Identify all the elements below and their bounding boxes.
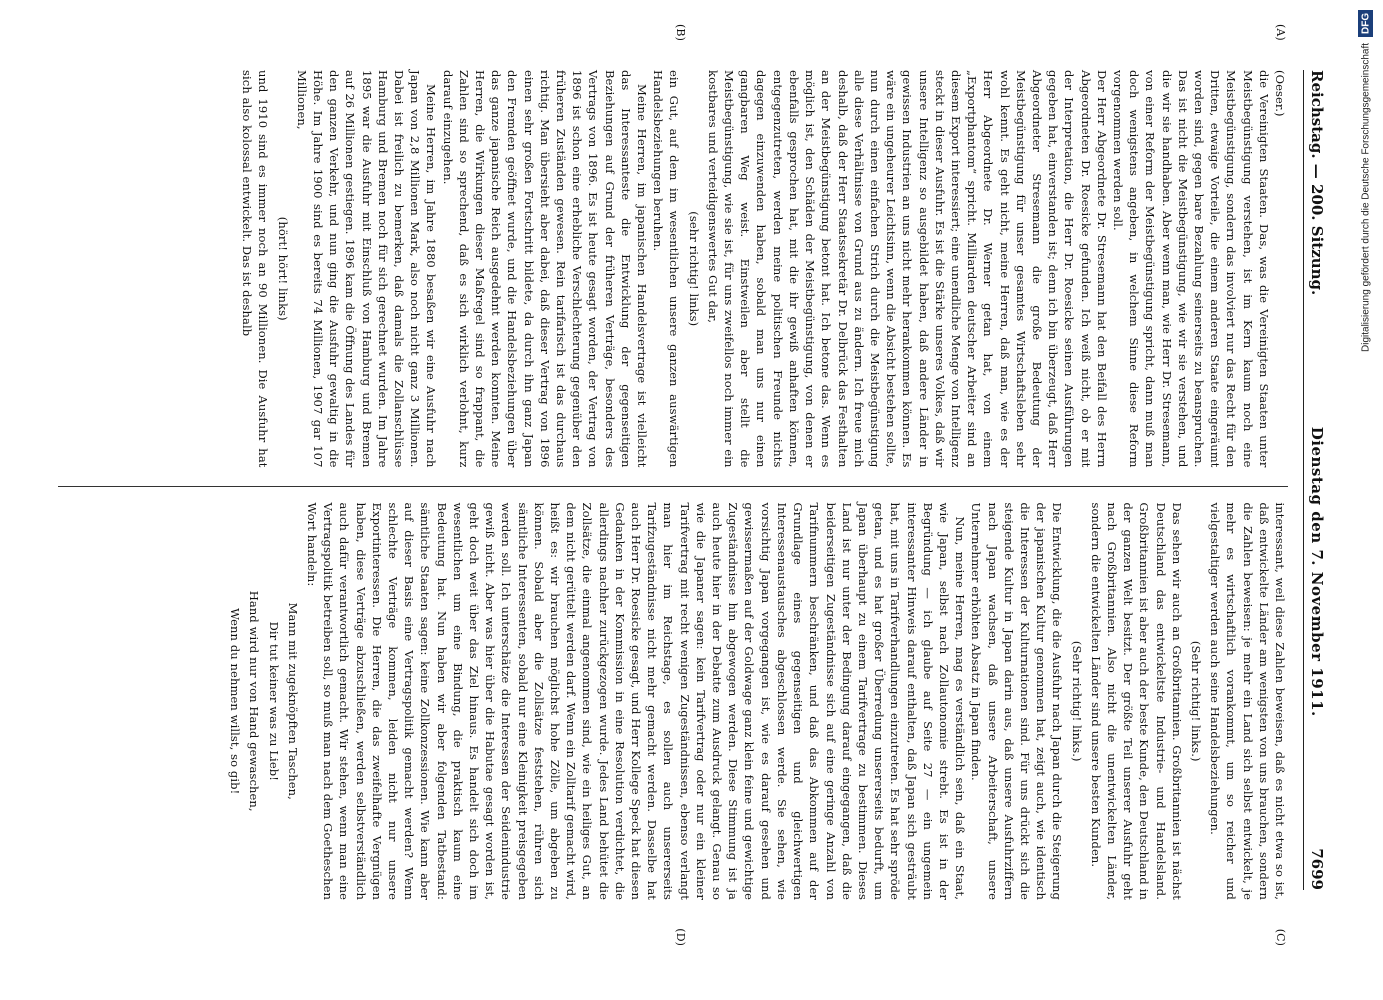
right-paragraph: Hand wird nur von Hand gewaschen, xyxy=(247,590,262,812)
header-left: Reichstag. — 200. Sitzung. xyxy=(1308,70,1326,296)
right-paragraph: (Sehr richtig! links.) xyxy=(1069,640,1084,762)
digitization-credit xyxy=(1355,10,1377,995)
left-paragraph: (sehr richtig! links) xyxy=(686,211,701,327)
right-paragraph: Die Entwicklung, die die Ausfuhr nach Japan durch die Steigerung der japanischen Kultur genommen hat, zeigt auch, wie identisch die Interessen der Kulturnationen sind. Für uns drückt sich die steigende Kultur in Japan darin aus, daß unsere Ausfuhrziffern nach Japan wachsen, daß unsere Arbeiterschaft, unsere Unternehmer erhöhten Absatz in Japan finden. xyxy=(969,502,1065,900)
left-paragraph: Meine Herren, im Jahre 1880 besaßen wir eine Ausfuhr nach Japan von 2,8 Millionen Mark, also noch nicht ganz 3 Millionen. Dabei ist freilich zu bemerken, daß damals die Zollanschlüsse Hamburg und Bremen noch für sich gerechnet wurden. Im Jahre 1895 war die Ausfuhr mit Einschluß von Hamburg und Bremen auf 26 Millionen gestiegen. 1896 kam die Öffnung des Landes für den ganzen Verkehr, und nun ging die Ausfuhr gewaltig in die Höhe. Im Jahre 1900 sind es bereits 74 Millionen, 1907 gar 107 Millionen, xyxy=(294,70,439,468)
left-paragraph: (hört! hört! links) xyxy=(275,216,290,321)
left-paragraph: (Oeser.) xyxy=(1273,70,1287,117)
left-paragraph: die Vereinigten Staaten. Das, was die Vereinigten Staaten unter Meistbegünstigung verstehen, ist im Kern kaum noch eine Meistbegünstigung, sondern das involviert nur das Recht für den Dritten, etwaige Vorteile, die einem anderen Staate eingeräumt worden sind, gegen bare Bezahlung seinerseits zu beanspruchen. Das ist nicht die Meistbegünstigung, wie wir sie verstehen, und die wir sie handhaben. Aber wenn man, wie Herr Dr. Stresemann, von einer Reform der Meistbegünstigung spricht, dann muß man doch wenigstens angeben, in welchem Sinne diese Reform vorgenommen werden soll. xyxy=(1110,70,1271,468)
right-paragraph: Wenn du nehmen willst, so gib! xyxy=(228,608,243,795)
credit-text: Digitalisierung gefördert durch die Deutsche Forschungsgemeinschaft xyxy=(1360,43,1372,353)
right-paragraph: Nun, meine Herren, mag es verständlich sein, daß ein Staat, wie Japan, selbst nach Zollautonomie strebt. Es ist in der Begründung — ich glaube auf Seite 27 — ein ungemein interessanter Hinweis darauf enthalten, daß Japan sich gesträubt hat, mit uns in Tarifverhandlungen einzutreten. Es hat sehr spröde getan, und es hat großer Überredung unsererseits bedurft, um Japan überhaupt zu einem Tarifvertrage zu bestimmen. Dieses Land ist nur unter der Bedingung darauf eingegangen, daß die beiderseitigen Zugeständnisse sich auf eine geringe Anzahl von Tarifnummern beschränken, und daß das Abkommen auf der Grundlage eines gegenseitigen und gleichwertigen Interessenaustausches abgeschlossen werde. Sie sehen, wie vorsichtig Japan vorgegangen ist, wie es darauf gesehen und gewissermaßen auf der Goldwage ganz klein feine und gewichtige Zugeständnisse hin abgewogen werden. Diese Stimmung ist ja auch heute hier in der Debatte zum Ausdruck gelangt. Genau so wie die Japaner sagen: kein Tarifvertrag oder nur ein kleiner Tarifvertrag mit recht wenigen Zugeständnissen, ebenso verlangt man hier im Reichstage, es sollen auch unsererseits Tarifzugeständnisse nicht mehr gemacht werden. Dasselbe hat auch Herr Dr. Roesicke gesagt, und Herr Kollege Speck hat diesen Gedanken in der Kommission in eine Resolution verdichtet, die allerdings nachher zurückgezogen wurde. Jedes Land behütet die Zollsätze, die einmal angenommen sind, wie ein heiliges Gut, an dem nicht gerüttelt werden darf. Wenn ein Zolltarif gemacht wird, heißt es: wir brauchen möglichst hohe Zölle, um abgeben zu können. Sobald aber die Zollsätze feststehen, rühren sich sämtliche Interessenten, sobald nur eine Kleinigkeit preisgegeben werden soll. Ich unterschätze die Interessen der Seidenindustrie gewiß nicht. Aber was hier über die Habutae gesagt worden ist, geht doch weit über das Ziel hinaus. Es handelt sich doch im wesentlichen um eine Bindung, die praktisch kaum eine Bedeutung hat. Nun haben wir aber folgenden Tatbestand: sämtliche Staaten sagen: keine Zollkonzessionen. Wie kann aber auf dieser Basis eine Vertragspolitik gemacht werden? Wenn schlechte Verträge kommen, leiden nicht nur unsere Exportinteressen. Die Herren, die das zweifelhafte Vergnügen haben, diese Verträge abzuschließen, werden selbstverständlich auch dafür verantwortlich gemacht. Wir stehen, wenn man eine Vertragspolitik betreiben soll, so muß man nach dem Goetheschen Wort handeln: xyxy=(305,502,968,900)
margin-marker-b: (B) xyxy=(674,24,687,41)
page-header xyxy=(1303,70,1338,890)
text-columns xyxy=(58,24,1288,946)
right-paragraph: Dir tut keiner was zu Lieb! xyxy=(266,621,281,781)
right-paragraph: (Sehr richtig! links.) xyxy=(1188,640,1203,762)
left-paragraph: Meine Herren, im japanischen Handelsvertrage ist vielleicht das Interessanteste die Entwicklung der gegenseitigen Beziehungen auf Grund der früheren Verträge, besonders des Vertrags von 1896. Es ist heute gesagt worden, der Vertrag von 1896 ist schon eine erhebliche Verschlechterung gegenüber den früheren Zuständen gewesen. Rein tarifarisch ist das durchaus richtig. Man übersieht aber dabei, daß dieser Vertrag von 1896 einen sehr großen Fortschritt bildete, da durch ihn ganz Japan den Fremden geöffnet wurde, und die Handelsbeziehungen über das ganze japanische Reich ausgedehnt werden konnten. Meine Herren, die Wirkungen dieser Maßregel sind so frappant, die Zahlen sind so sprechend, daß es sich wirklich verlohnt, kurz darauf einzugehen. xyxy=(440,70,650,468)
right-paragraph: Das sehen wir auch an Großbritannien. Großbritannien ist nächst Deutschland das entwickeltste Industrie- und Handelsland. Großbritannien ist aber auch der beste Kunde, den Deutschland in der ganzen Welt besitzt. Der größte Teil unserer Ausfuhr geht nach Großbritannien. Also nicht die unentwickelten Länder, sondern die entwickelten Länder sind unsere besten Kunden. xyxy=(1088,502,1184,900)
left-paragraph: ein Gut, auf dem im wesentlichen unsere ganzen auswärtigen Handelsbeziehungen beruhen. xyxy=(651,70,682,468)
left-paragraph: und 1910 sind es immer noch an 90 Millionen. Die Ausfuhr hat sich also kolossal entwickelt. Das ist deshalb xyxy=(240,70,271,468)
left-paragraph: Der Herr Abgeordnete Dr. Stresemann hat den Beifall des Herrn Abgeordneten Dr. Roesicke gefunden. Ich weiß nicht, ob er mit der Interpretation, die Herr Dr. Roesicke seinen Ausführungen gegeben hat, einverstanden ist; denn ich bin überzeugt, daß Herr Abgeordneter Stresemann die große Bedeutung der Meistbegünstigung für unser gesamtes Wirtschaftsleben sehr wohl kennt. Es geht nicht, meine Herren, daß man, wie es der Herr Abgeordnete Dr. Werner getan hat, von einem „Exportphantom“ spricht. Milliarden deutscher Arbeiter sind an diesem Export interessiert; eine unendliche Menge von Intelligenz steckt in dieser Ausfuhr. Es ist die Stärke unseres Volkes, daß wir unsere Intelligenz so ausgebildet haben, daß andere Länder in gewissen Industrien an uns nicht mehr herankommen können. Es wäre ein ungeheurer Leichtsinn, wenn die Absicht bestehen sollte, nun durch einen einfachen Strich durch die Meistbegünstigung alle diese Verhältnisse von Grund aus zu ändern. Ich freue mich deshalb, daß der Herr Staatssekretär Dr. Delbrück das Festhalten an der Meistbegünstigung betont hat. Ich betone das. Wenn es möglich ist, den Schäden der Meistbegünstigung, von denen er ebenfalls gesprochen hat, mit die ihr gewiß anhaften können, entgegenzutreten, werden meine politischen Freunde nichts dagegen einzuwenden haben, sobald man uns nur einen gangbaren Weg weist. Einstweilen aber stellt die Meistbegünstigung, wie sie ist, für uns zweifellos noch immer ein kostbares und verteidigenswertes Gut dar, xyxy=(705,70,1109,468)
margin-marker-c: (C) xyxy=(1274,928,1287,946)
page-number: 7699 xyxy=(1308,848,1326,890)
dfg-logo: DFG xyxy=(1359,10,1374,37)
margin-marker-a: (A) xyxy=(1274,24,1287,41)
left-column xyxy=(58,24,1288,468)
header-date: Dienstag den 7. November 1911. xyxy=(1308,426,1326,717)
right-paragraph: Mann mit zugeknöpften Taschen, xyxy=(285,602,300,800)
right-paragraph: interessant, weil diese Zahlen beweisen, daß es nicht etwa so ist, daß entwickelte Länder am wenigsten von uns brauchen, sondern die Zahlen beweisen: je mehr ein Land sich selbst entwickelt, je mehr es wirtschaftlich vorankommt, um so reicher und vielgestaltiger werden auch seine Handelsbeziehungen. xyxy=(1208,502,1287,900)
right-column xyxy=(58,486,1288,946)
margin-marker-d: (D) xyxy=(674,928,687,946)
